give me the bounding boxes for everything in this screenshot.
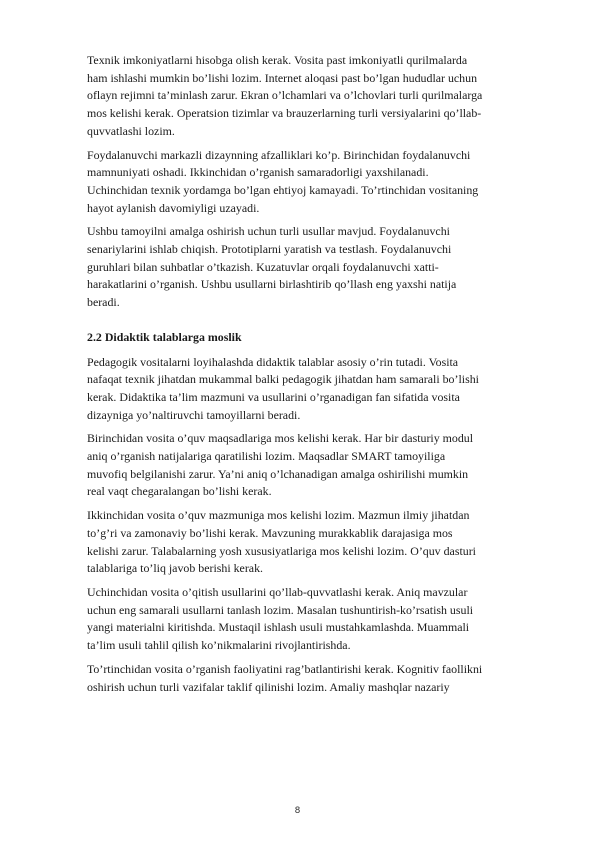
- page-number: 8: [294, 806, 301, 816]
- paragraph-7: Uchinchidan vosita o’qitish usullarini qo’llab-quvvatlashi kerak. Aniq mavzular uchun eng samarali usullarni tanlash lozim. Masalan tushuntirish-ko’rsatish usuli yangi materialni kiritishda. Mustaqil ishlash usuli mustahkamlashda. Muammali ta’lim usuli tahlil qilish ko’nikmalarini rivojlantirishda.: [87, 584, 474, 653]
- paragraph-1: Texnik imkoniyatlarni hisobga olish kerak. Vosita past imkoniyatli qurilmalarda ham ishlashi mumkin bo’lishi lozim. Internet aloqasi past bo’lgan hududlar uchun oflayn rejimni ta’minlash zarur. Ekran o’lchamlari va o’lchovlari turli qurilmalarga mos kelishi kerak. Operatsion tizimlar va brauzerlarning turli versiyalarini qo’llab- quvvatlashi lozim.: [87, 53, 483, 138]
- paragraph-8: To’rtinchidan vosita o’rganish faoliyatini rag’batlantirishi kerak. Kognitiv faollikni oshirish uchun turli vazifalar taklif qilinishi lozim. Amaliy mashqlar nazariy: [87, 661, 483, 694]
- paragraph-2: Foydalanuvchi markazli dizaynning afzalliklari ko’p. Birinchidan foydalanuvchi mamnuniyati oshadi. Ikkinchidan o’rganish samaradorligi yaxshilanadi. Uchinchidan texnik yordamga bo’lgan ehtiyoj kamayadi. To’rtinchidan vositaning hayot aylanish davomiyligi uzayadi.: [87, 147, 479, 215]
- paragraph-4: Pedagogik vositalarni loyihalashda didaktik talablar asosiy o’rin tutadi. Vosita nafaqat texnik jihatdan mukammal balki pedagogik jihatdan ham samarali bo’lishi kerak. Didaktika ta’lim mazmuni va usullarini o’rganadigan fan sifatida vosita dizayniga yo’naltiruvchi tamoyillarni beradi.: [87, 354, 479, 422]
- paragraph-5: Birinchidan vosita o’quv maqsadlariga mos kelishi kerak. Har bir dasturiy modul aniq o’rganish natijalariga qaratilishi lozim. Maqsadlar SMART tamoyiliga muvofiq belgilanishi zarur. Ya’ni aniq o’lchanadigan amalga oshirilishi mumkin real vaqt chegaralangan bo’lishi kerak.: [87, 431, 474, 499]
- paragraph-6: Ikkinchidan vosita o’quv mazmuniga mos kelishi lozim. Mazmun ilmiy jihatdan to’g’ri va zamonaviy bo’lishi kerak. Mavzuning murakkablik darajasiga mos kelishi zarur. Talabalarning yosh xususiyatlariga mos kelishi lozim. O’quv dasturi talablariga to’liq javob berishi kerak.: [87, 508, 476, 576]
- paragraph-3: Ushbu tamoyilni amalga oshirish uchun turli usullar mavjud. Foydalanuvchi senariylarini ishlab chiqish. Prototiplarni yaratish va testlash. Foydalanuvchi guruhlari bilan suhbatlar o’tkazish. Kuzatuvlar orqali foydalanuvchi xatti- harakatlarini o’rganish. Ushbu usullarni birlashtirib qo’llash eng yaxshi natija beradi.: [87, 224, 457, 310]
- section-heading: 2.2 Didaktik talablarga moslik: [87, 329, 242, 344]
- page-content: [87, 52, 555, 702]
